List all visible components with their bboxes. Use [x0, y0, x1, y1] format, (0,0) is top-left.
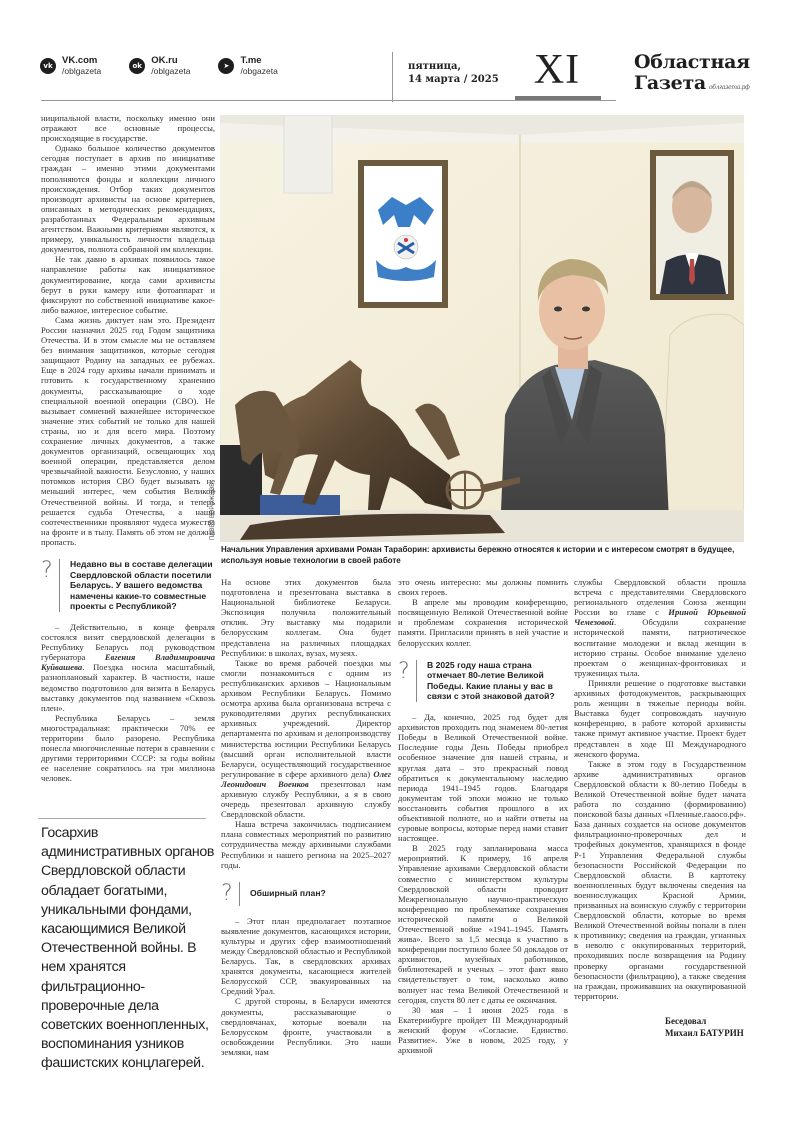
paragraph: Не так давно в архивах появилось такое направление работы как инициативное документирование, когда сами архивисты берут в руки камеру или фотоаппарат и фиксируют по собственной инициативе какое-либо важное, интересное событие.: [41, 254, 215, 315]
paragraph: – Да, конечно, 2025 год будет для архивистов проходить под знаменем 80-летия Победы в Великой Отечественной войне. Последние годы День Победы приобрел особенное значение для нашей страны, и круглая дата – это прекрасный повод обратиться к документальному наследию периода 1941–1945 годов. Благодаря документам той эпохи можно не только восстановить события прошлого в их объективной полноте, но и найти ответы на суровые вопросы, которые перед нами ставит настоящее.: [398, 712, 568, 844]
paragraph: В апреле мы проводим конференцию, посвященную Великой Отечественной войне и проблемам сохранения исторической памяти. Пригласили принять в ней участие и белорусских коллег.: [398, 597, 568, 648]
question-mark-icon: ?: [41, 558, 53, 584]
page-number-underline: [515, 96, 601, 100]
article-column-4-stack: [574, 577, 746, 1039]
paragraph: С другой стороны, в Беларуси имеются документы, рассказывающие о свердловчанах, которые воевали на Белорусском фронте, участвовали в освобождении Республики. Это наши земляки, нам: [221, 996, 391, 1057]
paragraph: это очень интересно: мы должны помнить своих героев.: [398, 577, 568, 598]
vk-icon: vk: [40, 58, 56, 74]
question-text: Недавно вы в составе делегации Свердловской области посетили Беларусь. У вашего ведомства намечены какие-то совместные проекты с Республикой?: [70, 559, 213, 612]
paragraph-text: Также во время рабочей поездки мы смогли познакомиться с одним из республиканских архивов – Национальным архивом Республики Беларусь. Помимо осмотра архива была организована встреча с руководителями других республиканских архивных учреждений. Директор департамента по архивам и делопроизводству министерства юстиции Республики Беларусь (высший орган исполнительной власти Беларуси, осуществляющий государственное регулирование в сфере архивного дела): [221, 657, 391, 779]
social-handle: /obgazeta: [240, 66, 278, 76]
paragraph: Однако большое количество документов сегодня поступает в архив по инициативе граждан – именно этими документами пополняются фонды и коллекции личного происхождения. Отбор таких документов производят архивисты на основе критериев, описанных в методических рекомендациях, разработанных Федеральным архивным агентством. Важными критериями являются, к примеру, уникальность личности владельца документов, полнота собранной им коллекции.: [41, 143, 215, 255]
paragraph: [574, 577, 746, 678]
social-link-telegram[interactable]: [218, 56, 277, 76]
header-divider: [392, 52, 393, 102]
social-link-vk[interactable]: [40, 56, 101, 76]
article-column-3-stack: [398, 577, 568, 1055]
paragraph-text: презентовал нам архивную службу Республики, а я в свою очередь презентовал архивную службу Свердловской области.: [221, 778, 391, 820]
paragraph: На основе этих документов была подготовлена и презентована выставка в Национальной библиотеке Беларуси. Экспозиция получила положительный отклик. Эту выставку мы подарили белорусским коллегам. Она будет представлена на различных площадках Республики: в школах, вузах, музеях.: [221, 577, 391, 658]
interview-question: [221, 882, 391, 906]
telegram-icon: ➤: [218, 58, 234, 74]
paragraph-text: . Обсудили сохранение исторической памяти, патриотическое воспитание молодежи и вклад женщин в историю страны. Особое внимание уделено проектам о женщинах-фронтовиках и труженицах тыла.: [574, 617, 746, 678]
weekday: пятница,: [408, 61, 461, 72]
page-header: [40, 48, 760, 96]
social-links: [40, 56, 306, 76]
question-text: В 2025 году наша страна отмечает 80-летие Великой Победы. Какие планы у вас в связи с этой знаковой датой?: [427, 659, 555, 702]
header-divider: [393, 100, 616, 101]
pullquote: Госархив административных органов Свердловской области обладает богатыми, уникальными фондами, касающимися Великой Отечественной войны. В нем хранятся фильтрационно-проверочные дела советских военнопленных, воспоминания узников фашистских концлагерей.: [41, 825, 215, 1072]
interview-question: [41, 559, 215, 612]
paragraph: Наша встреча закончилась подписанием плана совместных мероприятий по развитию сотрудничества между архивными службами Республики и нашего региона на 2025–2027 годы.: [221, 819, 391, 870]
article-column-4: [574, 577, 746, 1001]
paragraph: Сама жизнь диктует нам это. Президент России назначил 2025 год Годом защитника Отечества. И в этом смысле мы не оставляем без внимания защитников, которые сегодня защищают Родину на западных ее рубежах. Еще в 2024 году архивы начали принимать и готовить к государственному хранению документы, рассказывающие о ходе специальной военной операции (СВО). Не вызывает сомнений важнейшее историческое значение этих событий не только для нашей страны, но и для всего мира. Поэтому сохранение личных документов, а также документов организаций, освещающих ход военной операции, представляется делом чрезвычайной важности. Безусловно, у наших потомков история СВО будет вызывать не меньший интерес, чем события Великой Отечественной войны. И тогда, и теперь решается судьба Отечества, а наши соотечественники проявляют чудеса мужества на фронте и в тылу. Память об этом не должна пропасть.: [41, 314, 215, 547]
paragraph: [221, 658, 391, 820]
masthead-line2: Газета: [634, 72, 706, 94]
article-column-1-stack: [41, 113, 215, 813]
social-link-ok[interactable]: [129, 56, 190, 76]
paragraph-text: службы Свердловской области прошла встреча с представителями Свердловского регионального отделения Союза женщин России во главе с: [574, 577, 746, 618]
byline-label: Беседовал: [665, 1015, 707, 1026]
byline: [665, 1015, 746, 1039]
paragraph: Республика Беларусь – земля многострадальная: практически 70% ее территории было разорено. Республика понесла многочисленные потери в сравнении с другими территориями СССР: за годы войны ее население сократилось на три миллиона человек.: [41, 712, 215, 784]
article-column-2: [221, 577, 391, 870]
social-site: VK.com: [62, 55, 98, 66]
article-column-3: [398, 577, 568, 648]
social-handle: /oblgazeta: [62, 66, 102, 76]
question-divider: [416, 660, 417, 702]
portrait-photo-illustration: [220, 115, 744, 542]
issue-date: [408, 60, 499, 86]
masthead-logo: [634, 52, 750, 98]
paragraph-text: . Поездка носила масштабный, разноплановый характер. В частности, наше ведомство подготовило для визита в Беларусь выставку документов под названием «Сквозь плен».: [41, 662, 215, 713]
byline-author: Михаил БАТУРИН: [665, 1027, 744, 1038]
person-name: Евгения Владимировича Куйвашева: [41, 652, 216, 673]
page-number: XI: [533, 47, 581, 93]
question-mark-icon: ?: [398, 658, 410, 684]
paragraph: [41, 622, 215, 713]
header-divider: [41, 100, 392, 101]
question-divider: [239, 882, 240, 906]
date: 14 марта / 2025: [408, 74, 499, 85]
paragraph-text: – Действительно, в конце февраля состоялся визит свердловской делегации в Республику Беларусь под руководством губернатора: [41, 622, 215, 663]
article-column-1: [41, 113, 215, 547]
masthead-line1: Областная: [634, 51, 750, 73]
pullquote-divider: [38, 818, 206, 819]
photo-credit: [210, 480, 220, 542]
question-divider: [59, 559, 60, 612]
paragraph: В 2025 году запланирована масса мероприятий. К примеру, 16 апреля Управление архивами Свердловской области совместно с министерством культуры Свердловской области проводит Межрегиональную научно-практическую конференцию по проблематике сохранения исторической памяти о Великой Отечественной войне «1941–1945. Память жива». Всего за 1,5 месяца к участию в конференции поступило более 50 докладов от архивистов, музейных работников, библиотекарей и ученых – этот факт явно свидетельствует о том, насколько живо волнует нас тема Великой Отечественной и сегодня, спустя 80 лет с даты ее окончания.: [398, 843, 568, 1005]
article-column-1-continued: [41, 622, 215, 784]
article-photo: [220, 115, 744, 542]
question-mark-icon: ?: [221, 880, 233, 906]
photo-credit-text: ПАВЕЛ ВОРОЖЦОВ: [210, 482, 216, 540]
paragraph: ниципальной власти, поскольку именно они отражают все основные процессы, происходящие в государстве.: [41, 113, 215, 144]
social-site: T.me: [240, 55, 262, 66]
ok-icon: ok: [129, 58, 145, 74]
social-handle: /oblgazeta: [151, 66, 191, 76]
article-column-2-continued: [221, 916, 391, 1057]
article-column-3-continued: [398, 712, 568, 1055]
photo-caption: Начальник Управления архивами Роман Тараборин: архивисты бережно относятся к истории и с интересом смотрят в будущее, используя новые технологии в своей работе: [221, 545, 735, 565]
paragraph: Приняли решение о подготовке выставки архивных фотодокументов, раскрывающих роль женщин в тяжелые периоды войн. Выставка будет сопровождать научную конференцию, в работе которой архивисты также примут активное участие. Проект будет представлен в ходе III Международного женского форума.: [574, 677, 746, 759]
interview-question: [398, 660, 568, 702]
person-name: Ириной Юрьевной Чемезовой: [574, 607, 747, 628]
paragraph: 30 мая – 1 июня 2025 года в Екатеринбурге пройдет III Международный женский форум «Согласие. Единство. Развитие». Уже в новом, 2025 году, у архивной: [398, 1004, 568, 1056]
person-name: Олег Леонидович Военков: [221, 768, 391, 789]
paragraph: Также в этом году в Государственном архиве административных органов Свердловской области к 80-летию Победы в Великой Отечественной войне будет начата работа по созданию (формированию) поисковой базы данных «Пленные.гааосо.рф». База данных создается на основе документов фильтрационно-проверочных дел и трофейных документов, хранящихся в фонде Р-1 Управления Федеральной службы безопасности Российской Федерации по Свердловской области. В картотеку военнопленных будут включены сведения на военнослужащих Красной Армии, призванных на воинскую службу с территории Свердловской области, которые во время Великой Отечественной войны попали в плен к противнику; сведения на граждан, угнанных в неволю с оккупированных территорий, проходивших после возвращения на Родину проверку органами государственной безопасности (фильтрацию), а также сведения на граждан, проживавших на оккупированной территории.: [574, 758, 746, 1001]
paragraph: – Этот план предполагает поэтапное выявление документов, касающихся истории, культуры и других сфер взаимоотношений между Свердловской областью и Республикой Беларусь. Так, в свердловских архивах хранятся документы, касающиеся жителей Белорусской ССР, эвакуированных на Средний Урал.: [221, 915, 391, 997]
masthead-site: облгазета.рф: [708, 84, 750, 91]
question-text: Обширный план?: [250, 887, 326, 898]
article-column-2-stack: [221, 577, 391, 1057]
social-site: OK.ru: [151, 55, 178, 66]
